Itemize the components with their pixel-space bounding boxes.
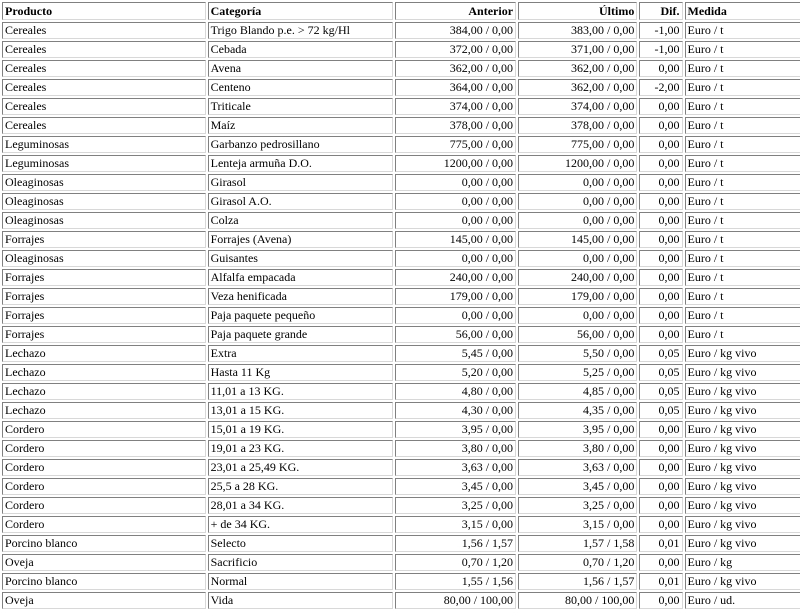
cell-medida: Euro / t	[685, 269, 800, 286]
cell-categoria: Veza henificada	[208, 288, 393, 305]
cell-ultimo: 362,00 / 0,00	[518, 60, 637, 77]
cell-categoria: Normal	[208, 573, 393, 590]
cell-anterior: 80,00 / 100,00	[395, 592, 516, 609]
cell-producto: Leguminosas	[2, 155, 206, 172]
cell-categoria: Girasol	[208, 174, 393, 191]
cell-producto: Cereales	[2, 79, 206, 96]
cell-anterior: 362,00 / 0,00	[395, 60, 516, 77]
cell-producto: Cordero	[2, 421, 206, 438]
cell-anterior: 1,55 / 1,56	[395, 573, 516, 590]
cell-medida: Euro / t	[685, 60, 800, 77]
cell-medida: Euro / t	[685, 41, 800, 58]
cell-anterior: 0,00 / 0,00	[395, 174, 516, 191]
cell-ultimo: 1,57 / 1,58	[518, 535, 637, 552]
cell-categoria: Selecto	[208, 535, 393, 552]
cell-anterior: 179,00 / 0,00	[395, 288, 516, 305]
table-row	[2, 535, 800, 552]
cell-medida: Euro / kg vivo	[685, 440, 800, 457]
cell-dif: 0,00	[639, 459, 682, 476]
header-row	[2, 2, 800, 20]
cell-medida: Euro / kg vivo	[685, 573, 800, 590]
cell-dif: 0,00	[639, 516, 682, 533]
header-anterior: Anterior	[395, 2, 516, 20]
cell-producto: Cereales	[2, 41, 206, 58]
cell-producto: Oleaginosas	[2, 212, 206, 229]
cell-dif: 0,00	[639, 98, 682, 115]
cell-anterior: 0,00 / 0,00	[395, 193, 516, 210]
cell-dif: 0,00	[639, 269, 682, 286]
cell-dif: 0,00	[639, 478, 682, 495]
cell-producto: Leguminosas	[2, 136, 206, 153]
cell-dif: 0,00	[639, 174, 682, 191]
table-row	[2, 212, 800, 229]
cell-ultimo: 4,85 / 0,00	[518, 383, 637, 400]
cell-ultimo: 383,00 / 0,00	[518, 22, 637, 39]
cell-medida: Euro / t	[685, 231, 800, 248]
table-row	[2, 364, 800, 381]
cell-producto: Lechazo	[2, 402, 206, 419]
table-row	[2, 345, 800, 362]
cell-categoria: Avena	[208, 60, 393, 77]
cell-ultimo: 5,50 / 0,00	[518, 345, 637, 362]
cell-producto: Cereales	[2, 117, 206, 134]
cell-medida: Euro / t	[685, 174, 800, 191]
cell-ultimo: 3,45 / 0,00	[518, 478, 637, 495]
cell-producto: Lechazo	[2, 364, 206, 381]
cell-anterior: 3,45 / 0,00	[395, 478, 516, 495]
cell-dif: 0,00	[639, 117, 682, 134]
cell-categoria: + de 34 KG.	[208, 516, 393, 533]
cell-anterior: 378,00 / 0,00	[395, 117, 516, 134]
cell-medida: Euro / t	[685, 79, 800, 96]
cell-anterior: 1200,00 / 0,00	[395, 155, 516, 172]
cell-dif: 0,00	[639, 60, 682, 77]
cell-producto: Oleaginosas	[2, 174, 206, 191]
cell-ultimo: 80,00 / 100,00	[518, 592, 637, 609]
cell-categoria: Trigo Blando p.e. > 72 kg/Hl	[208, 22, 393, 39]
cell-dif: 0,00	[639, 231, 682, 248]
cell-categoria: Lenteja armuña D.O.	[208, 155, 393, 172]
cell-medida: Euro / t	[685, 288, 800, 305]
cell-producto: Cereales	[2, 60, 206, 77]
table-row	[2, 440, 800, 457]
header-dif: Dif.	[639, 2, 682, 20]
cell-categoria: Maíz	[208, 117, 393, 134]
table-row	[2, 155, 800, 172]
cell-dif: 0,00	[639, 497, 682, 514]
cell-medida: Euro / t	[685, 136, 800, 153]
cell-dif: 0,00	[639, 193, 682, 210]
cell-anterior: 5,20 / 0,00	[395, 364, 516, 381]
table-row	[2, 573, 800, 590]
cell-ultimo: 775,00 / 0,00	[518, 136, 637, 153]
cell-anterior: 3,25 / 0,00	[395, 497, 516, 514]
table-row	[2, 269, 800, 286]
cell-producto: Porcino blanco	[2, 573, 206, 590]
cell-anterior: 372,00 / 0,00	[395, 41, 516, 58]
header-ultimo: Último	[518, 2, 637, 20]
cell-anterior: 3,15 / 0,00	[395, 516, 516, 533]
cell-categoria: 28,01 a 34 KG.	[208, 497, 393, 514]
cell-medida: Euro / kg vivo	[685, 383, 800, 400]
cell-ultimo: 3,95 / 0,00	[518, 421, 637, 438]
table-row	[2, 307, 800, 324]
cell-categoria: Guisantes	[208, 250, 393, 267]
cell-producto: Forrajes	[2, 288, 206, 305]
cell-producto: Cordero	[2, 459, 206, 476]
table-row	[2, 98, 800, 115]
header-producto: Producto	[2, 2, 206, 20]
cell-medida: Euro / kg vivo	[685, 345, 800, 362]
table-row	[2, 383, 800, 400]
cell-categoria: 25,5 a 28 KG.	[208, 478, 393, 495]
cell-categoria: Extra	[208, 345, 393, 362]
cell-ultimo: 371,00 / 0,00	[518, 41, 637, 58]
cell-dif: 0,00	[639, 250, 682, 267]
cell-ultimo: 240,00 / 0,00	[518, 269, 637, 286]
table-row	[2, 478, 800, 495]
table-row	[2, 79, 800, 96]
cell-categoria: Hasta 11 Kg	[208, 364, 393, 381]
cell-producto: Cordero	[2, 497, 206, 514]
cell-medida: Euro / t	[685, 117, 800, 134]
cell-ultimo: 0,00 / 0,00	[518, 193, 637, 210]
cell-anterior: 3,95 / 0,00	[395, 421, 516, 438]
cell-medida: Euro / kg vivo	[685, 459, 800, 476]
cell-anterior: 3,80 / 0,00	[395, 440, 516, 457]
cell-dif: 0,01	[639, 535, 682, 552]
cell-anterior: 374,00 / 0,00	[395, 98, 516, 115]
table-row	[2, 459, 800, 476]
cell-medida: Euro / t	[685, 326, 800, 343]
cell-ultimo: 0,00 / 0,00	[518, 174, 637, 191]
cell-ultimo: 1200,00 / 0,00	[518, 155, 637, 172]
cell-medida: Euro / kg vivo	[685, 364, 800, 381]
table-row	[2, 421, 800, 438]
cell-dif: 0,05	[639, 345, 682, 362]
cell-ultimo: 3,15 / 0,00	[518, 516, 637, 533]
cell-dif: 0,00	[639, 155, 682, 172]
cell-ultimo: 3,80 / 0,00	[518, 440, 637, 457]
cell-categoria: Paja paquete pequeño	[208, 307, 393, 324]
cell-anterior: 56,00 / 0,00	[395, 326, 516, 343]
cell-medida: Euro / kg vivo	[685, 497, 800, 514]
cell-medida: Euro / t	[685, 193, 800, 210]
cell-producto: Cereales	[2, 22, 206, 39]
cell-anterior: 4,80 / 0,00	[395, 383, 516, 400]
cell-dif: 0,00	[639, 440, 682, 457]
cell-producto: Oleaginosas	[2, 250, 206, 267]
cell-ultimo: 3,25 / 0,00	[518, 497, 637, 514]
cell-dif: 0,05	[639, 402, 682, 419]
cell-categoria: 15,01 a 19 KG.	[208, 421, 393, 438]
cell-ultimo: 0,70 / 1,20	[518, 554, 637, 571]
cell-dif: -1,00	[639, 22, 682, 39]
cell-producto: Forrajes	[2, 307, 206, 324]
cell-categoria: 11,01 a 13 KG.	[208, 383, 393, 400]
table-row	[2, 231, 800, 248]
cell-dif: 0,05	[639, 364, 682, 381]
cell-categoria: Triticale	[208, 98, 393, 115]
cell-ultimo: 0,00 / 0,00	[518, 250, 637, 267]
cell-anterior: 1,56 / 1,57	[395, 535, 516, 552]
cell-categoria: Centeno	[208, 79, 393, 96]
table-body	[2, 22, 800, 609]
cell-anterior: 0,00 / 0,00	[395, 307, 516, 324]
cell-anterior: 384,00 / 0,00	[395, 22, 516, 39]
table-row	[2, 592, 800, 609]
cell-ultimo: 179,00 / 0,00	[518, 288, 637, 305]
table-row	[2, 250, 800, 267]
cell-producto: Cordero	[2, 478, 206, 495]
cell-categoria: Vida	[208, 592, 393, 609]
cell-producto: Lechazo	[2, 383, 206, 400]
cell-medida: Euro / t	[685, 22, 800, 39]
cell-medida: Euro / t	[685, 98, 800, 115]
cell-dif: -1,00	[639, 41, 682, 58]
cell-categoria: Garbanzo pedrosillano	[208, 136, 393, 153]
cell-categoria: 23,01 a 25,49 KG.	[208, 459, 393, 476]
cell-medida: Euro / ud.	[685, 592, 800, 609]
cell-anterior: 775,00 / 0,00	[395, 136, 516, 153]
cell-dif: 0,00	[639, 592, 682, 609]
table-row	[2, 554, 800, 571]
cell-dif: 0,05	[639, 383, 682, 400]
cell-anterior: 0,00 / 0,00	[395, 212, 516, 229]
table-row	[2, 41, 800, 58]
cell-producto: Forrajes	[2, 326, 206, 343]
cell-medida: Euro / t	[685, 212, 800, 229]
table-row	[2, 288, 800, 305]
cell-medida: Euro / kg	[685, 554, 800, 571]
cell-anterior: 145,00 / 0,00	[395, 231, 516, 248]
cell-categoria: Colza	[208, 212, 393, 229]
cell-producto: Oleaginosas	[2, 193, 206, 210]
cell-producto: Oveja	[2, 592, 206, 609]
cell-ultimo: 3,63 / 0,00	[518, 459, 637, 476]
cell-producto: Cereales	[2, 98, 206, 115]
cell-dif: 0,01	[639, 573, 682, 590]
cell-medida: Euro / t	[685, 155, 800, 172]
cell-medida: Euro / t	[685, 307, 800, 324]
cell-ultimo: 1,56 / 1,57	[518, 573, 637, 590]
cell-medida: Euro / kg vivo	[685, 421, 800, 438]
cell-producto: Forrajes	[2, 269, 206, 286]
cell-medida: Euro / t	[685, 250, 800, 267]
cell-medida: Euro / kg vivo	[685, 516, 800, 533]
header-medida: Medida	[685, 2, 800, 20]
cell-dif: 0,00	[639, 136, 682, 153]
cell-anterior: 240,00 / 0,00	[395, 269, 516, 286]
table-row	[2, 497, 800, 514]
cell-categoria: Girasol A.O.	[208, 193, 393, 210]
cell-dif: -2,00	[639, 79, 682, 96]
cell-dif: 0,00	[639, 554, 682, 571]
cell-anterior: 4,30 / 0,00	[395, 402, 516, 419]
header-categoria: Categoría	[208, 2, 393, 20]
table-row	[2, 117, 800, 134]
cell-producto: Cordero	[2, 516, 206, 533]
table-row	[2, 516, 800, 533]
cell-categoria: Forrajes (Avena)	[208, 231, 393, 248]
cell-medida: Euro / kg vivo	[685, 478, 800, 495]
table-row	[2, 174, 800, 191]
cell-producto: Oveja	[2, 554, 206, 571]
cell-anterior: 0,00 / 0,00	[395, 250, 516, 267]
cell-anterior: 0,70 / 1,20	[395, 554, 516, 571]
cell-producto: Porcino blanco	[2, 535, 206, 552]
cell-anterior: 364,00 / 0,00	[395, 79, 516, 96]
table-row	[2, 60, 800, 77]
cell-ultimo: 145,00 / 0,00	[518, 231, 637, 248]
cell-anterior: 5,45 / 0,00	[395, 345, 516, 362]
cell-producto: Cordero	[2, 440, 206, 457]
cell-producto: Lechazo	[2, 345, 206, 362]
cell-medida: Euro / kg vivo	[685, 402, 800, 419]
cell-categoria: Sacrificio	[208, 554, 393, 571]
cell-ultimo: 56,00 / 0,00	[518, 326, 637, 343]
cell-dif: 0,00	[639, 288, 682, 305]
cell-categoria: Cebada	[208, 41, 393, 58]
cell-medida: Euro / kg vivo	[685, 535, 800, 552]
cell-ultimo: 4,35 / 0,00	[518, 402, 637, 419]
cell-dif: 0,00	[639, 212, 682, 229]
table-row	[2, 193, 800, 210]
cell-dif: 0,00	[639, 307, 682, 324]
cell-dif: 0,00	[639, 421, 682, 438]
table-row	[2, 22, 800, 39]
table-row	[2, 136, 800, 153]
cell-anterior: 3,63 / 0,00	[395, 459, 516, 476]
cell-ultimo: 362,00 / 0,00	[518, 79, 637, 96]
cell-ultimo: 0,00 / 0,00	[518, 307, 637, 324]
cell-ultimo: 374,00 / 0,00	[518, 98, 637, 115]
table-row	[2, 402, 800, 419]
cell-categoria: Alfalfa empacada	[208, 269, 393, 286]
cell-ultimo: 378,00 / 0,00	[518, 117, 637, 134]
cell-producto: Forrajes	[2, 231, 206, 248]
cell-categoria: Paja paquete grande	[208, 326, 393, 343]
cell-ultimo: 0,00 / 0,00	[518, 212, 637, 229]
table-row	[2, 326, 800, 343]
cell-categoria: 19,01 a 23 KG.	[208, 440, 393, 457]
cell-dif: 0,00	[639, 326, 682, 343]
table-header	[2, 2, 800, 20]
cell-categoria: 13,01 a 15 KG.	[208, 402, 393, 419]
cell-ultimo: 5,25 / 0,00	[518, 364, 637, 381]
